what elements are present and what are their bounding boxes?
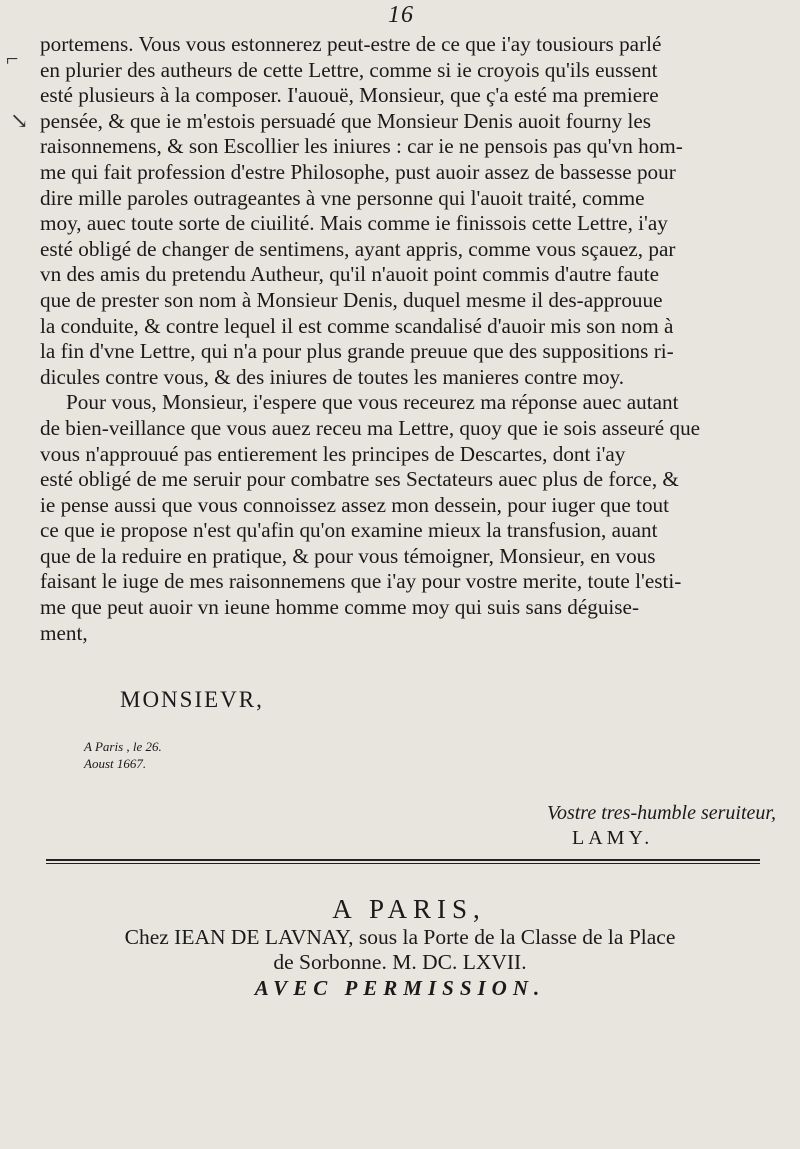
text-line: ment, [40,620,88,645]
imprint-permission: AVEC PERMISSION. [254,976,546,1000]
divider [46,859,760,861]
text-line: dire mille paroles outrageantes à vne personne qui l'auoit traité, comme [40,185,645,210]
text-line: de bien-veillance que vous auez receu ma Lettre, quoy que ie sois asseuré que [40,415,701,440]
text-line: esté obligé de me seruir pour combatre ses Sectateurs auec plus de force, & [40,467,679,492]
text-line: moy, auec toute sorte de ciuilité. Mais comme ie finissois cette Lettre, i'ay [40,211,668,236]
text-line: vn des amis du pretendu Autheur, qu'il n'auoit point commis d'autre faute [40,262,660,287]
text-line: la fin d'vne Lettre, qui n'a pour plus grande preuue que des suppositions ri- [40,339,674,364]
text-line: dicules contre vous, & des iniures de toutes les manieres contre moy. [40,364,625,389]
text-line: esté plusieurs à la composer. I'auouë, Monsieur, que ç'a esté ma premiere [40,83,659,108]
place-date-line: Aoust 1667. [84,756,147,771]
imprint-publisher: Chez IEAN DE LAVNAY, sous la Porte de la Classe de la Place [124,925,676,949]
text-line: ie pense aussi que vous connoissez assez mon dessein, pour iuger que tout [40,492,670,517]
text-line: faisant le iuge de mes raisonnemens que i'ay pour vostre merite, toute l'esti- [40,569,682,594]
text-line: que de prester son nom à Monsieur Denis, duquel mesme il des-approuue [40,287,663,312]
text-line: pensée, & que ie m'estois persuadé que Monsieur Denis auoit fourny les [40,108,652,133]
divider [46,863,760,864]
text-line: en plurier des autheurs de cette Lettre, comme si ie croyois qu'ils eussent [40,57,658,82]
text-line: me que peut auoir vn ieune homme comme moy qui suis sans déguise- [40,595,640,620]
text-line: esté obligé de changer de sentimens, ayant appris, comme vous sçauez, par [40,236,676,261]
margin-mark: ⌐ [6,46,19,71]
place-date-line: A Paris , le 26. [84,739,162,754]
text-line: raisonnemens, & son Escollier les iniures : car ie ne pensois pas qu'vn hom- [40,134,683,159]
place-date [84,738,162,772]
imprint-place: de Sorbonne. M. DC. LXVII. [273,950,527,974]
closing-formula: Vostre tres-humble seruiteur, [546,802,776,824]
body-text [40,32,770,646]
text-line: ce que ie propose n'est qu'afin qu'on examine mieux la transfusion, auant [40,518,658,543]
imprint-city: A PARIS, [332,894,486,924]
text-line: portemens. Vous vous estonnerez peut-estre de ce que i'ay tousiours parlé [40,32,662,56]
text-line: que de la reduire en pratique, & pour vous témoigner, Monsieur, en vous [40,543,656,568]
salutation: MONSIEVR, [120,687,264,712]
signature: LAMY. [572,827,654,849]
text-line: me qui fait profession d'estre Philosophe, pust auoir assez de bassesse pour [40,159,676,184]
margin-mark: ↘ [10,108,29,133]
text-line: la conduite, & contre lequel il est comme scandalisé d'auoir mis son nom à [40,313,674,338]
text-line: Pour vous, Monsieur, i'espere que vous receurez ma réponse auec autant [66,390,679,415]
page-number: 16 [388,2,414,28]
text-line: vous n'approuué pas entierement les principes de Descartes, dont i'ay [40,441,626,466]
